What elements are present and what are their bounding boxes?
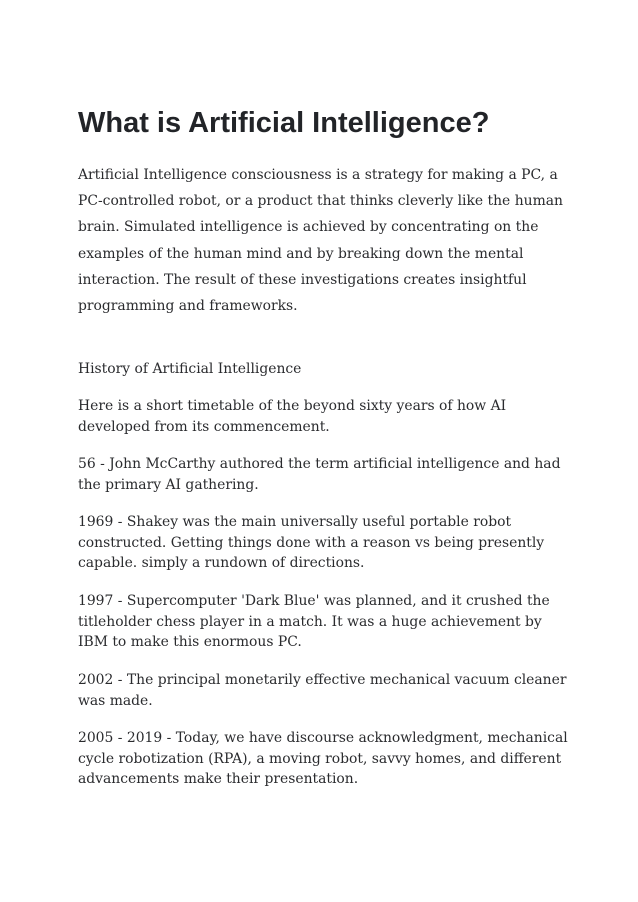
history-heading: History of Artificial Intelligence <box>78 361 302 377</box>
timeline-entry-1969: 1969 - Shakey was the main universally useful portable robot constructed. Getting things done with a reason vs being presently capable. simply a rundown of directions. <box>78 514 545 571</box>
history-intro-paragraph: Here is a short timetable of the beyond sixty years of how AI developed from its commencement. <box>78 398 507 435</box>
timeline-entry-1997: 1997 - Supercomputer 'Dark Blue' was planned, and it crushed the titleholder chess player in a match. It was a huge achievement by IBM to make this enormous PC. <box>78 593 550 650</box>
timeline-entry-2002: 2002 - The principal monetarily effective mechanical vacuum cleaner was made. <box>78 672 567 709</box>
timeline-entry-1956: 56 - John McCarthy authored the term artificial intelligence and had the primary AI gathering. <box>78 456 561 493</box>
intro-paragraph: Artificial Intelligence consciousness is a strategy for making a PC, a PC-controlled robot, or a product that thinks cleverly like the human brain. Simulated intelligence is achieved by concentrating on the examples of the human mind and by breaking down the mental interaction. The result of these investigations creates insightful programming and frameworks. <box>78 167 563 315</box>
page-title: What is Artificial Intelligence? <box>78 107 490 139</box>
timeline-entry-2005-2019: 2005 - 2019 - Today, we have discourse acknowledgment, mechanical cycle robotization (RPA), a moving robot, savvy homes, and different advancements make their presentation. <box>78 730 568 787</box>
